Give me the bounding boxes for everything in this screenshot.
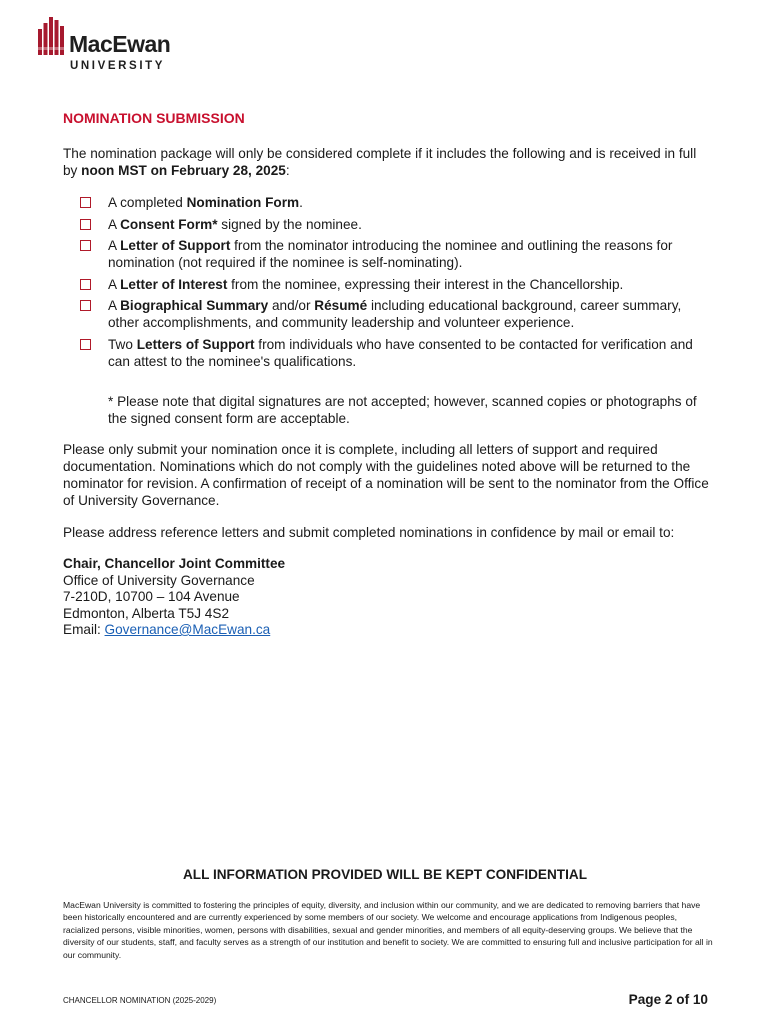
checkbox-icon[interactable]	[80, 300, 91, 311]
item-text: from the nominator introducing the nominee and outlining the reasons for nomination (not required if the nominee is self-nominating).	[108, 238, 673, 270]
checklist-item	[80, 237, 712, 271]
item-bold: Résumé	[314, 298, 368, 313]
logo-wordmark: MacEwan	[69, 31, 171, 57]
logo-bars-icon	[38, 17, 68, 57]
mailing-address	[63, 556, 285, 639]
email-link[interactable]: Governance@MacEwan.ca	[104, 622, 271, 637]
footer-document-title: CHANCELLOR NOMINATION (2025-2029)	[63, 996, 217, 1005]
confidential-notice: ALL INFORMATION PROVIDED WILL BE KEPT CONFIDENTIAL	[182, 867, 588, 882]
item-text: Two	[108, 336, 137, 352]
requirements-checklist	[80, 194, 712, 374]
item-bold: Biographical Summary	[120, 298, 269, 313]
checklist-item	[80, 216, 712, 233]
address-email-line	[63, 622, 285, 639]
checkbox-icon[interactable]	[80, 197, 91, 208]
checkbox-icon[interactable]	[80, 279, 91, 290]
item-bold: Letters of Support	[136, 336, 255, 352]
intro-paragraph	[63, 145, 711, 179]
checklist-item	[80, 194, 712, 211]
checkbox-icon[interactable]	[80, 339, 91, 350]
submission-paragraph: Please only submit your nomination once it is complete, including all letters of support and required documentation. Nominations which do not comply with the guidelines noted above will be returned to the nominator for revision. A confirmation of receipt of a nomination will be sent to the nominator from the Office of University Governance.	[63, 442, 709, 508]
item-text: and/or	[268, 298, 315, 313]
item-text: .	[299, 195, 303, 210]
address-street: 7-210D, 10700 – 104 Avenue	[63, 589, 240, 604]
address-instruction: Please address reference letters and submit completed nominations in confidence by mail or email to:	[63, 525, 675, 540]
deadline-text: noon MST on February 28, 2025	[81, 163, 286, 178]
page-number: Page 2 of 10	[628, 992, 708, 1007]
section-heading: NOMINATION SUBMISSION	[63, 110, 245, 126]
item-bold: Nomination Form	[186, 195, 300, 210]
checkbox-icon[interactable]	[80, 219, 91, 230]
item-text: A	[108, 276, 121, 292]
checkbox-icon[interactable]	[80, 240, 91, 251]
intro-text: The nomination package will only be considered complete if it includes the following and is received in full by	[63, 146, 697, 178]
logo-subtitle: UNIVERSITY	[70, 60, 166, 72]
item-text: A	[108, 298, 121, 313]
equity-statement: MacEwan University is committed to fostering the principles of equity, diversity, and inclusion within our community, and we are dedicated to removing barriers that have been historically encountered and are currently experienced by some members of our society. We welcome and encourage applications from Indigenous peoples, racialized persons, visible minorities, women, persons with disabilities, sexual and gender minorities, and members of all equity-deserving groups. We believe that the diversity of our students, staff, and faculty serves as a strength of our institution and benefit to society. We are committed to ensuring full and inclusive participation for all in our community.	[63, 900, 713, 960]
item-text: A	[108, 238, 121, 253]
checklist-item	[80, 336, 712, 370]
item-bold: Letter of Interest	[120, 276, 228, 292]
item-bold: Consent Form*	[120, 216, 218, 232]
item-text: from the nominee, expressing their interest in the Chancellorship.	[227, 276, 624, 292]
signature-note: * Please note that digital signatures are not accepted; however, scanned copies or photographs of the signed consent form are acceptable.	[108, 394, 697, 426]
address-recipient: Chair, Chancellor Joint Committee	[63, 556, 286, 571]
item-text: A	[108, 216, 121, 232]
item-text: from individuals who have consented to be contacted for verification and can attest to the nominee's qualifications.	[108, 336, 693, 369]
email-label: Email:	[63, 622, 105, 637]
maceewan-logo	[38, 17, 198, 75]
address-city: Edmonton, Alberta T5J 4S2	[63, 605, 229, 621]
item-bold: Letter of Support	[120, 238, 231, 253]
checklist-item	[80, 297, 712, 331]
item-text: A completed	[108, 195, 187, 210]
intro-end: :	[285, 163, 290, 178]
checklist-item	[80, 276, 712, 293]
address-office: Office of University Governance	[63, 572, 255, 588]
item-text: signed by the nominee.	[217, 216, 362, 232]
item-text: including educational background, career summary, other accomplishments, and community leadership and volunteer experience.	[108, 298, 682, 330]
